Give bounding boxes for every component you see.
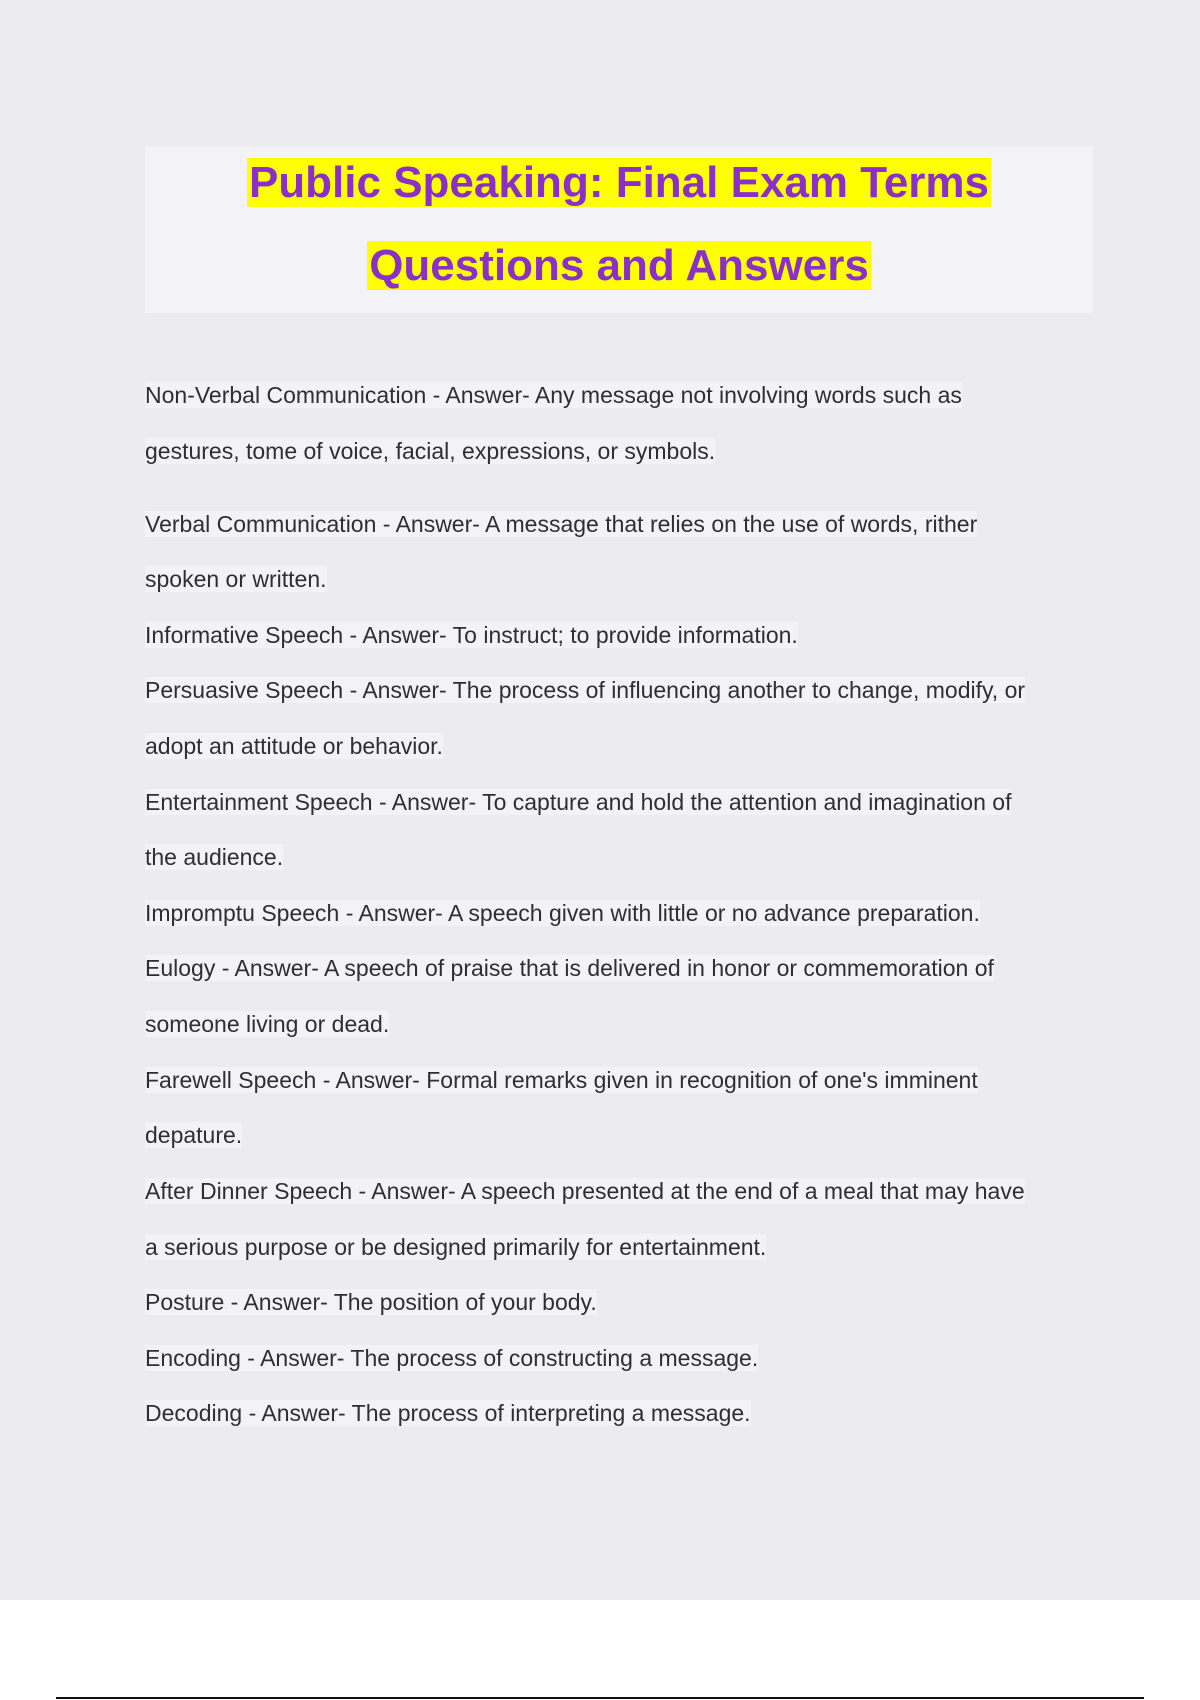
qa-line: Posture - Answer- The position of your body.	[145, 1289, 597, 1315]
qa-line: Informative Speech - Answer- To instruct; to provide information.	[145, 622, 798, 648]
qa-line: adopt an attitude or behavior.	[145, 733, 443, 759]
page-title-line-2	[145, 239, 1093, 293]
qa-line: Entertainment Speech - Answer- To capture and hold the attention and imagination of	[145, 789, 1012, 815]
qa-line: Non-Verbal Communication - Answer- Any message not involving words such as	[145, 382, 962, 408]
footer-divider	[56, 1697, 1144, 1699]
qa-line: Persuasive Speech - Answer- The process of influencing another to change, modify, or	[145, 677, 1026, 703]
qa-line: Verbal Communication - Answer- A message that relies on the use of words, rither	[145, 511, 978, 537]
qa-line: depature.	[145, 1122, 243, 1148]
page-title-line-1	[145, 156, 1093, 210]
qa-line: the audience.	[145, 844, 284, 870]
qa-line: a serious purpose or be designed primarily for entertainment.	[145, 1234, 767, 1260]
page-title-text-1: Public Speaking: Final Exam Terms	[248, 158, 990, 207]
qa-line: After Dinner Speech - Answer- A speech presented at the end of a meal that may have	[145, 1178, 1025, 1204]
qa-line: Decoding - Answer- The process of interpreting a message.	[145, 1400, 751, 1426]
title-box	[145, 146, 1093, 313]
qa-line: someone living or dead.	[145, 1011, 390, 1037]
qa-line: Farewell Speech - Answer- Formal remarks given in recognition of one's imminent	[145, 1067, 978, 1093]
qa-line: Impromptu Speech - Answer- A speech given with little or no advance preparation.	[145, 900, 980, 926]
qa-line: Eulogy - Answer- A speech of praise that is delivered in honor or commemoration of	[145, 955, 994, 981]
qa-line: gestures, tome of voice, facial, expressions, or symbols.	[145, 438, 716, 464]
page-title-text-2: Questions and Answers	[369, 241, 869, 290]
qa-line: Encoding - Answer- The process of constructing a message.	[145, 1345, 759, 1371]
qa-line: spoken or written.	[145, 566, 327, 592]
